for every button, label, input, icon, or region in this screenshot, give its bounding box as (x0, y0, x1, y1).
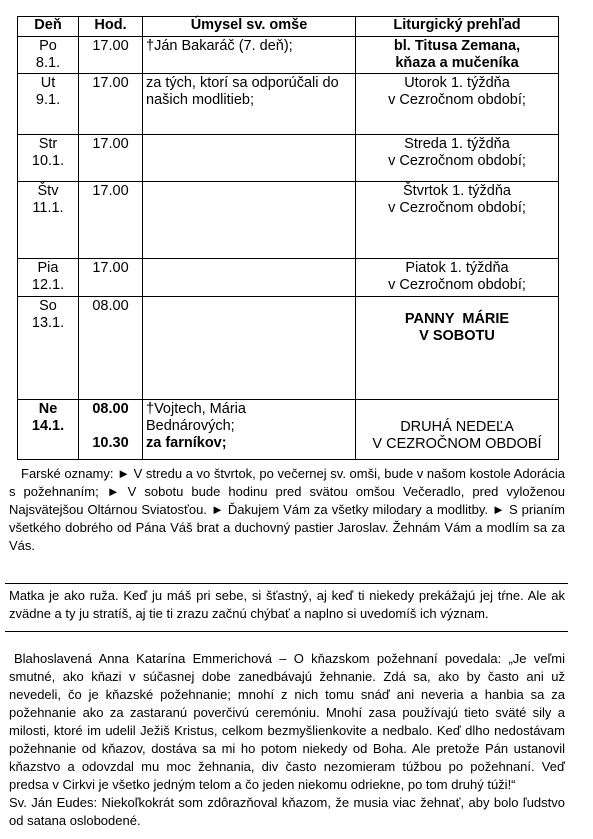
day-cell (18, 400, 79, 460)
liturgy-line: Štvrtok 1. týždňa (403, 183, 511, 199)
mother-quote: Matka je ako ruža. Keď ju máš pri sebe, si šťastný, aj keď ti niekedy prekážajú jej tŕne. Ale ak zvädne a ty ju stratíš, aj tie ti zrazu začnú chýbať a naplno si uvedomíš ich význam. (9, 588, 565, 621)
hour-cell: 17.00 (79, 182, 143, 259)
liturgy-line: DRUHÁ NEDEĽA (400, 419, 514, 435)
table-row (18, 400, 559, 460)
liturgy-cell (356, 400, 559, 460)
hour-cell: 08.00 (79, 297, 143, 400)
liturgy-line: v Cezročnom období; (388, 200, 526, 216)
hour-cell: 17.00 (79, 37, 143, 74)
table-row (18, 182, 559, 259)
hour-cell: 17.00 (79, 259, 143, 297)
liturgy-line: V SOBOTU (419, 328, 495, 344)
day-name: So (39, 298, 57, 314)
table-row (18, 297, 559, 400)
table-header-row (18, 17, 559, 37)
hour-cell: 17.00 (79, 135, 143, 182)
liturgy-cell (356, 259, 559, 297)
liturgy-line: Utorok 1. týždňa (404, 75, 510, 91)
liturgy-line: Streda 1. týždňa (404, 136, 510, 152)
table-row (18, 135, 559, 182)
liturgy-line: v Cezročnom období; (388, 92, 526, 108)
table-row (18, 74, 559, 135)
blessing-text-block (9, 650, 565, 830)
divider (5, 631, 568, 632)
day-name: Ne (38, 401, 58, 417)
liturgy-line: PANNY MÁRIE (404, 311, 510, 327)
day-name: Ut (40, 75, 56, 91)
header-day: Deň (18, 17, 79, 37)
table-row (18, 37, 559, 74)
liturgy-cell (356, 37, 559, 74)
intention-cell: za tých, ktorí sa odporúčali do našich modlitieb; (143, 74, 356, 135)
day-date: 14.1. (31, 418, 65, 434)
day-cell (18, 74, 79, 135)
intention-cell (143, 400, 356, 460)
liturgy-cell (356, 182, 559, 259)
intention-cell (143, 182, 356, 259)
intention-cell: †Ján Bakaráč (7. deň); (143, 37, 356, 74)
hour-line: 08.00 (92, 401, 129, 417)
eudes-quote: Sv. Ján Eudes: Niekoľkokrát som zdôrazňoval kňazom, že musia viac žehnať, aby bolo ľudstvo od satana oslobodené. (9, 795, 565, 828)
day-name: Str (38, 136, 58, 152)
liturgy-line: v Cezročnom období; (388, 153, 526, 169)
day-cell (18, 182, 79, 259)
day-date: 12.1. (31, 277, 65, 293)
day-cell (18, 37, 79, 74)
header-liturgy: Liturgický prehľad (356, 17, 559, 37)
day-name: Pia (37, 260, 59, 276)
notices-text: Farské oznamy: ► V stredu a vo štvrtok, po večernej sv. omši, bude v našom kostole Adorácia s požehnaním; ► V sobotu bude hodinu pred svätou omšou Večeradlo, pred vyloženou Najsvätejšou Oltárnou Sviatosťou. ► Ďakujem Vám za všetky milodary a modlitby. ► S prianím všetkého dobrého od Pána Váš brat a duchovný pastier Jaroslav. Žehnám Vám a modlím sa za Vás. (9, 466, 565, 553)
intention-line: za farníkov; (146, 435, 227, 451)
intention-cell (143, 259, 356, 297)
day-cell (18, 259, 79, 297)
header-hour: Hod. (79, 17, 143, 37)
day-date: 9.1. (35, 92, 61, 108)
liturgy-line: bl. Titusa Zemana, (393, 38, 521, 54)
table-row (18, 259, 559, 297)
hour-cell: 17.00 (79, 74, 143, 135)
day-date: 10.1. (31, 153, 65, 169)
hour-cell (79, 400, 143, 460)
liturgy-line: v Cezročnom období; (388, 277, 526, 293)
intention-line: †Vojtech, Mária (146, 401, 246, 417)
liturgy-line: V CEZROČNOM OBDOBÍ (372, 436, 542, 452)
day-cell (18, 297, 79, 400)
liturgy-cell (356, 74, 559, 135)
day-name: Štv (37, 183, 59, 199)
intention-cell (143, 135, 356, 182)
day-cell (18, 135, 79, 182)
mass-schedule-table (17, 16, 559, 460)
day-date: 8.1. (35, 55, 61, 71)
divider (5, 583, 568, 584)
liturgy-line: Piatok 1. týždňa (405, 260, 509, 276)
hour-line: 10.30 (92, 435, 129, 451)
liturgy-line: kňaza a mučeníka (395, 55, 519, 71)
liturgy-cell (356, 297, 559, 400)
intention-line: Bednárových; (146, 418, 235, 434)
header-intention: Úmysel sv. omše (143, 17, 356, 37)
liturgy-cell (356, 135, 559, 182)
intention-cell (143, 297, 356, 400)
day-name: Po (39, 38, 57, 54)
emmerich-quote: Blahoslavená Anna Katarína Emmerichová – O kňazskom požehnaní povedala: „Je veľmi smutné, ako kňazi v súčasnej dobe zanedbávajú žehnanie. Zdá sa, ako by často ani už nevedeli, čo je kňazské požehnanie; mnohí z nich tomu snáď ani neveria a hanbia sa za požehnanie ako za zastaranú poverčivú ceremóniu. Mnohí zasa používajú tieto sväté sily a milosti, ktoré im udelil Ježiš Kristus, celkom bezmyšlienkovite a nedbalo. Keď dlho nedostávam požehnanie od kňazov, dostáva sa mi ho potom niekedy od Boha. Ale pretože Pán ustanovil kňazstvo a odovzdal mu moc žehnania, div často nezomieram túžbou po požehnaní. Veď predsa v Cirkvi je všetko jedným telom a čo jeden niekomu odriekne, po tom druhý túži!“ (9, 651, 565, 792)
parish-notices (9, 465, 565, 555)
day-date: 11.1. (32, 200, 64, 216)
day-date: 13.1. (31, 315, 65, 331)
